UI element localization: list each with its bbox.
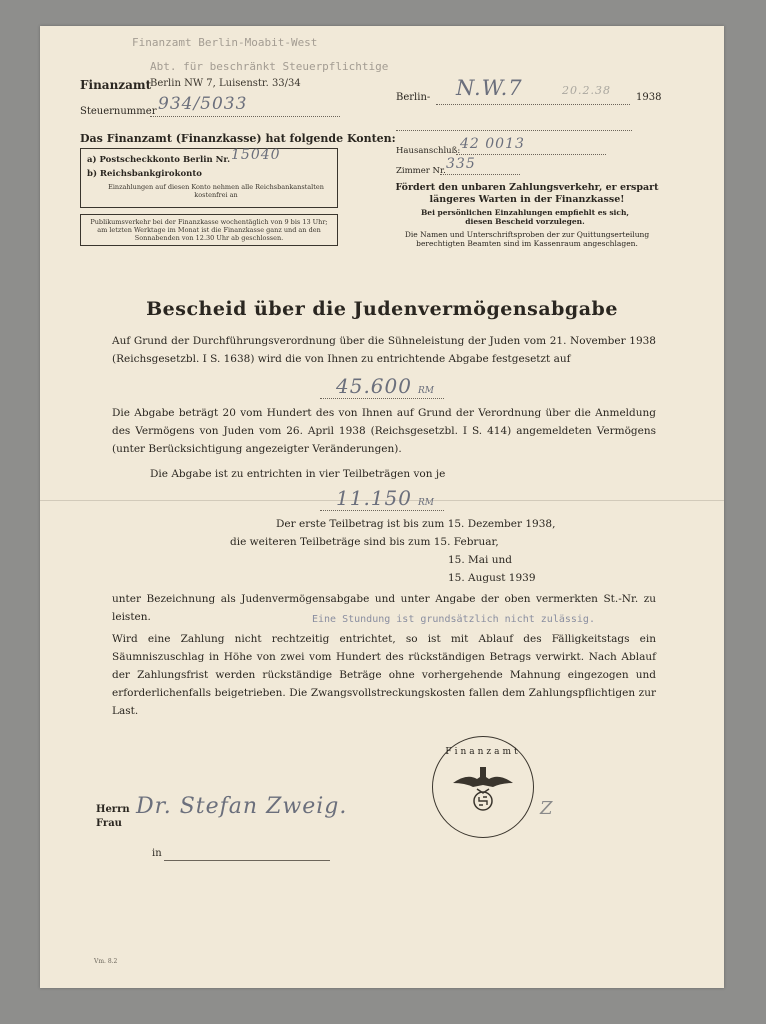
accounts-heading: Das Finanzamt (Finanzkasse) hat folgende Konten: — [80, 132, 396, 145]
city-district: N.W.7 — [456, 76, 523, 100]
paragraph-designation: unter Bezeichnung als Judenvermögensabgabe und unter Angabe der oben vermerkten St.-Nr. zu leisten. — [112, 593, 656, 623]
accounts-box — [80, 148, 338, 208]
room-label: Zimmer Nr. — [396, 166, 446, 176]
city-label: Berlin- — [396, 92, 431, 103]
paragraph-late-payment: Wird eine Zahlung nicht rechtzeitig entrichtet, so ist mit Ablauf des Fälligkeitstags ein Säumniszuschlag in Höhe von zwei vom Hundert des rückständigen Betrags verwirkt. Nach Ablauf der Zahlungsfrist werden rückständige Beträge ohne vorhergehende Mahnung eingezogen und erforderlichenfalls beigetrieben. Die Zwangsvollstreckungskosten fallen dem Zahlungspflichtigen zur Last. — [112, 633, 656, 717]
postal-account-value: 15040 — [231, 147, 281, 163]
office-address: Berlin NW 7, Luisenstr. 33/34 — [150, 78, 301, 89]
amount-installment — [336, 486, 434, 510]
tax-number-label: Steuernummer — [80, 106, 157, 117]
frau-label: Frau — [96, 818, 122, 829]
phone-label: Hausanschluß: — [396, 146, 461, 156]
paragraph-installments: Die Abgabe ist zu entrichten in vier Teilbeträgen von je — [150, 468, 446, 480]
document-sheet — [40, 26, 724, 988]
tax-number-value: 934/5033 — [158, 94, 248, 114]
faint-stamp-line2: Abt. für beschränkt Steuerpflichtige — [150, 60, 389, 73]
amount-total-currency: RM — [417, 386, 434, 396]
notice-info: Die Namen und Unterschriftsproben der zur Quittungserteilung berechtigten Beamten sind im Kassenraum angeschlagen. — [404, 230, 650, 248]
paragraph-legal-basis: Auf Grund der Durchführungsverordnung über die Sühneleistung der Juden vom 21. November 1938 (Reichsgesetzbl. I S. 1638) wird die von Ihnen zu entrichtende Abgabe festgesetzt auf — [112, 335, 656, 365]
office-label: Finanzamt — [80, 78, 152, 92]
postal-account-label: a) Postscheckkonto Berlin Nr. — [87, 155, 231, 165]
hours-text: Publikumsverkehr bei der Finanzkasse wochentäglich von 9 bis 13 Uhr; am letzten Werktage im Monat ist die Finanzkasse ganz und an den Sonnabenden von 12.30 Uhr ab geschlossen. — [90, 218, 328, 242]
amount-total-line — [320, 398, 444, 399]
further-installments-dates: die weiteren Teilbeträge sind bis zum 15. Februar, — [230, 536, 499, 548]
paragraph-percentage: Die Abgabe beträgt 20 vom Hundert des von Ihnen auf Grund der Verordnung über die Anmeldung des Vermögens von Juden vom 26. April 1938 (Reichsgesetzbl. I S. 414) angemeldeten Vermögens (unter Berücksichtigung angezeigter Veränderungen). — [112, 407, 656, 455]
in-label: in — [152, 848, 162, 859]
bank-account-label: b) Reichsbankgirokonto — [87, 169, 202, 179]
handwritten-initial: Z — [540, 798, 554, 819]
form-code: Vm. 8.2 — [94, 958, 118, 965]
addressee-name: Dr. Stefan Zweig. — [136, 794, 348, 819]
official-seal — [432, 736, 534, 838]
deferral-stamp: Eine Stundung ist grundsätzlich nicht zulässig. — [312, 614, 595, 625]
tax-number-line — [150, 116, 340, 117]
eagle-emblem-icon — [433, 737, 533, 837]
room-value: 335 — [446, 156, 476, 172]
notice-bold: Fördert den unbaren Zahlungsverkehr, er erspart längeres Warten in der Finanzkasse! — [395, 182, 659, 205]
year: 1938 — [636, 92, 662, 103]
accounts-note: Einzahlungen auf diesen Konto nehmen alle Reichsbankanstalten kostenfrei an — [108, 183, 324, 199]
blank-line — [396, 130, 632, 131]
date-may: 15. Mai und — [448, 554, 512, 566]
amount-installment-line — [320, 510, 444, 511]
amount-total-value: 45.600 — [336, 374, 412, 398]
city-line — [436, 104, 630, 105]
amount-total — [336, 374, 434, 398]
first-installment-date: Der erste Teilbetrag ist bis zum 15. Dezember 1938, — [276, 518, 556, 530]
date-august: 15. August 1939 — [448, 572, 536, 584]
amount-installment-value: 11.150 — [336, 486, 412, 510]
seal-text: Finanzamt — [445, 747, 521, 757]
faint-stamp-line1: Finanzamt Berlin-Moabit-West — [132, 36, 318, 49]
room-line — [440, 174, 520, 175]
hours-box — [80, 214, 338, 246]
herrn-label: Herrn — [96, 804, 130, 815]
location-line — [164, 860, 330, 861]
phone-line — [456, 154, 606, 155]
notice-small: Bei persönlichen Einzahlungen empfiehlt es sich, diesen Bescheid vorzulegen. — [420, 208, 630, 226]
date-value: 20.2.38 — [562, 84, 611, 97]
phone-value: 42 0013 — [460, 136, 525, 152]
amount-installment-currency: RM — [417, 498, 434, 508]
document-title: Bescheid über die Judenvermögensabgabe — [146, 298, 618, 320]
